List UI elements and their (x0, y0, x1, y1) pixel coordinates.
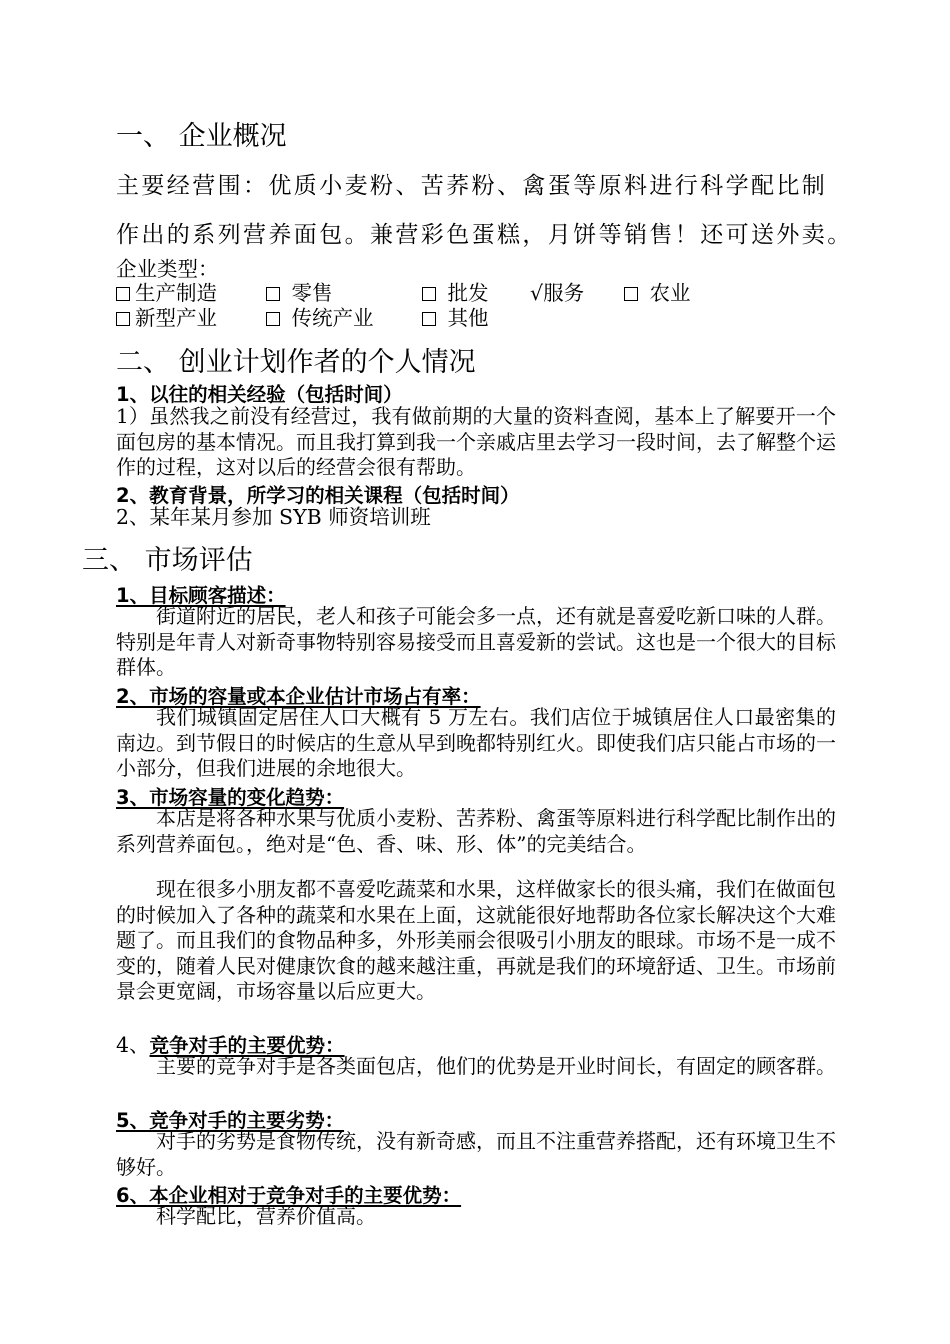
item-competitor-weaknesses-title: 5、竞争对手的主要劣势： (116, 1109, 345, 1132)
type-option-traditional-industry[interactable]: 传统产业 (266, 305, 422, 331)
business-scope-line-2: 作出的系列营养面包。兼营彩色蛋糕，月饼等销售！还可送外卖。 (116, 222, 853, 248)
item-own-advantages-text: 科学配比，营养价值高。 (156, 1204, 376, 1228)
type-option-agriculture[interactable]: 农业 (624, 280, 691, 306)
business-scope-line-1: 主要经营围：优质小麦粉、苦荞粉、禽蛋等原料进行科学配比制 (116, 173, 828, 199)
item-market-trend-text-1: 本店是将各种水果与优质小麦粉、苦荞粉、禽蛋等原料进行科学配比制作出的系列营养面包。，绝对是“色、香、味、形、体”的完美结合。 (116, 806, 836, 856)
item-target-customers-text: 街道附近的居民，老人和孩子可能会多一点，还有就是喜爱吃新口味的人群。特别是年青人对新奇事物特别容易接受而且喜爱新的尝试。这也是一个很大的目标群体。 (116, 604, 836, 679)
item-own-advantages-title: 6、本企业相对于竞争对手的主要优势： (116, 1184, 462, 1207)
business-type-row-2 (116, 305, 489, 331)
item-market-trend-title: 3、市场容量的变化趋势： (116, 786, 345, 809)
item-market-trend-text-2: 现在很多小朋友都不喜爱吃蔬菜和水果，这样做家长的很头痛，我们在做面包的时候加入了各种的蔬菜和水果在上面，这就能很好地帮助各位家长解决这个大难题了。而且我们的食物品种多，外形美丽会很吸引小朋友的眼球。市场不是一成不变的，随着人民对健康饮食的越来越注重，再就是我们的环境舒适、卫生。市场前景会更宽阔，市场容量以后应更大。 (116, 877, 836, 1003)
type-option-new-industry[interactable]: 新型产业 (116, 305, 266, 331)
section-heading-founder: 二、 创业计划作者的个人情况 (116, 347, 476, 378)
checkbox-empty-icon (422, 312, 436, 326)
business-type-label: 企业类型： (116, 257, 219, 281)
item-target-customers-title: 1、目标顾客描述： (116, 584, 286, 607)
checkbox-empty-icon (266, 312, 280, 326)
checkbox-empty-icon (116, 287, 130, 301)
question-experience: 1、以往的相关经验（包括时间） (116, 383, 403, 406)
answer-education: 2、某年某月参加 SYB 师资培训班 (116, 505, 431, 529)
item-competitor-strengths-title: 竞争对手的主要优势： (149, 1034, 345, 1057)
item-competitor-weaknesses-text: 对手的劣势是食物传统，没有新奇感，而且不注重营养搭配，还有环境卫生不够好。 (116, 1129, 836, 1179)
item-number: 4、 (116, 1033, 150, 1057)
check-mark-icon: √ (530, 281, 544, 305)
item-market-share-title: 2、市场的容量或本企业估计市场占有率： (116, 685, 481, 708)
type-option-wholesale[interactable]: 批发 (422, 280, 530, 306)
question-education: 2、教育背景，所学习的相关课程（包括时间） (116, 484, 520, 507)
section-heading-overview: 一、 企业概况 (116, 121, 287, 152)
type-option-retail[interactable]: 零售 (266, 280, 422, 306)
checkbox-empty-icon (624, 287, 638, 301)
section-heading-market: 三、 市场评估 (82, 545, 253, 576)
type-option-manufacturing[interactable]: 生产制造 (116, 280, 266, 306)
item-market-share-text: 我们城镇固定居住人口大概有 5 万左右。我们店位于城镇居住人口最密集的南边。到节假日的时候店的生意从早到晚都特别红火。即使我们店只能占市场的一小部分，但我们进展的余地很大。 (116, 705, 836, 780)
checkbox-empty-icon (422, 287, 436, 301)
type-option-other[interactable]: 其他 (422, 305, 489, 331)
type-option-service[interactable]: √服务 (530, 281, 585, 305)
answer-experience: 1）虽然我之前没有经营过，我有做前期的大量的资料查阅，基本上了解要开一个面包房的基本情况。而且我打算到我一个亲戚店里去学习一段时间，去了解整个运作的过程，这对以后的经营会很有帮助。 (116, 404, 836, 479)
business-type-row-1 (116, 280, 691, 306)
item-competitor-strengths-text: 主要的竞争对手是各类面包店，他们的优势是开业时间长，有固定的顾客群。 (156, 1054, 836, 1078)
checkbox-empty-icon (266, 287, 280, 301)
checkbox-empty-icon (116, 312, 130, 326)
